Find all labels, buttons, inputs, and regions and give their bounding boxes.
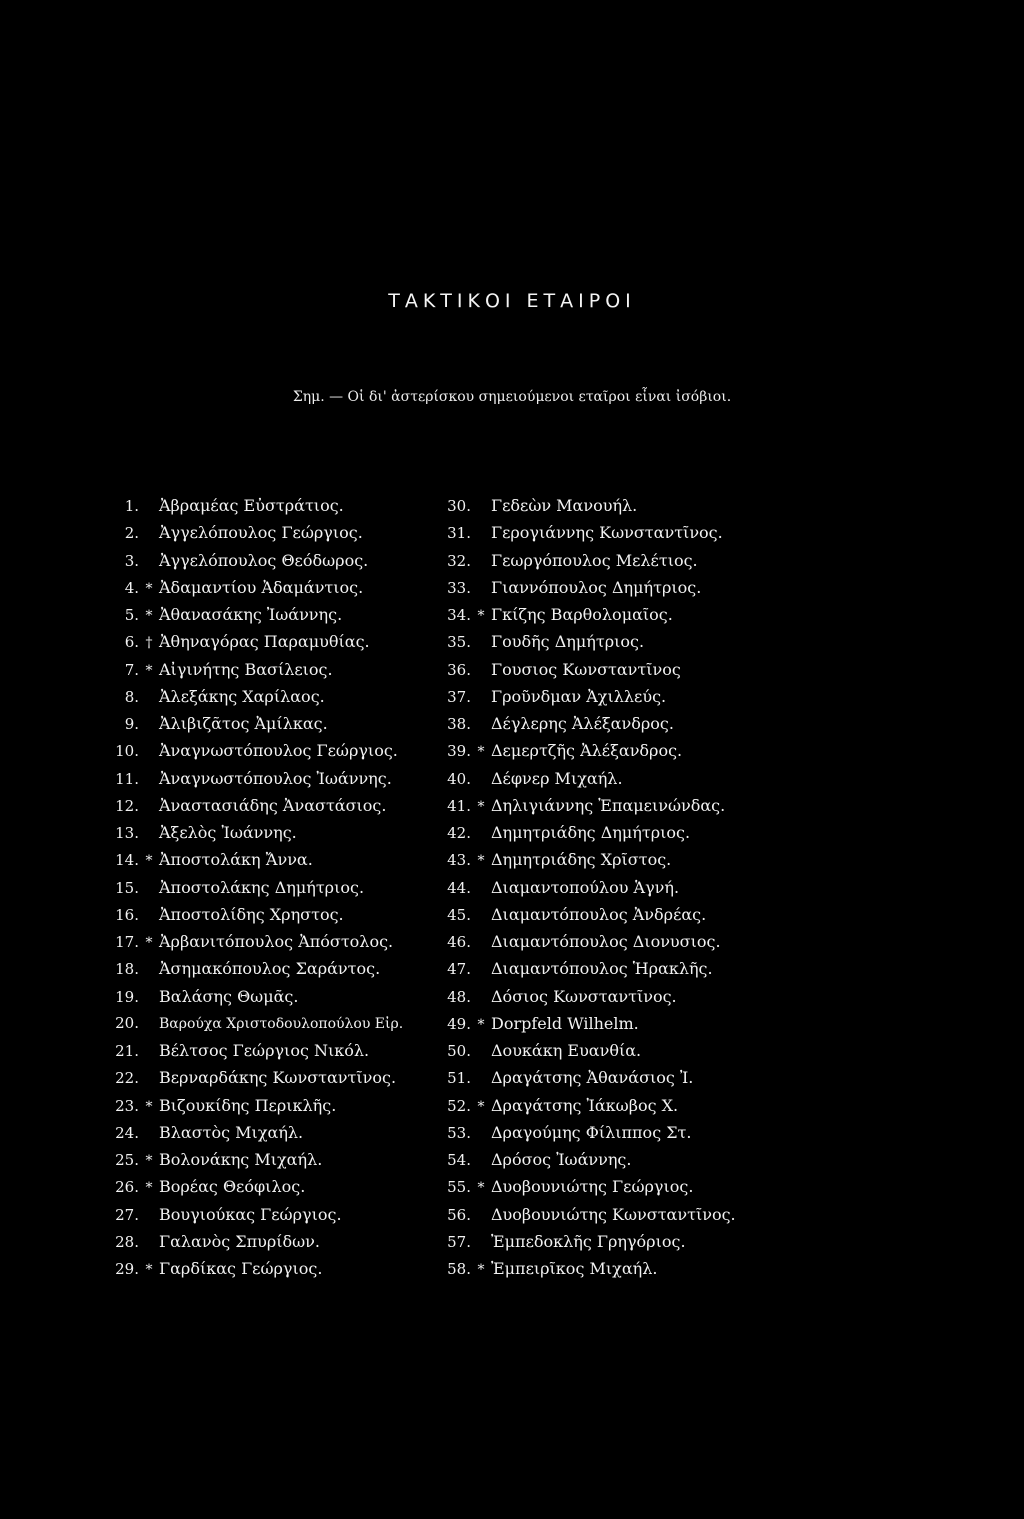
entry-mark: * [477, 744, 485, 761]
member-name: Δραγάτσης Ἀθανάσιος Ἰ. [491, 1068, 694, 1088]
list-item [440, 1010, 840, 1037]
list-item [108, 574, 468, 601]
member-name: Δυοβουνιώτης Κωνσταντῖνος. [491, 1204, 736, 1224]
entry-number: 46. [447, 933, 471, 951]
entry-mark: * [145, 580, 153, 597]
list-item [440, 574, 840, 601]
entry-mark: † [145, 635, 153, 652]
list-item [108, 1010, 468, 1037]
member-name: Γιαννόπουλος Δημήτριος. [491, 577, 702, 597]
entry-mark: * [145, 608, 153, 624]
member-name: Βουγιούκας Γεώργιος. [159, 1204, 342, 1224]
list-item [108, 710, 468, 737]
member-name: Βιζουκίδης Περικλῆς. [159, 1095, 337, 1115]
list-item [440, 874, 840, 901]
entry-number: 17. [115, 933, 139, 951]
entry-number: 43. [447, 851, 471, 870]
member-name: Γεδεὼν Μανουήλ. [491, 496, 638, 515]
member-name: Γουδῆς Δημήτριος. [491, 632, 645, 652]
member-name: Dorpfeld Wilhelm. [491, 1013, 639, 1033]
member-name: Ἀθανασάκης Ἰωάννης. [159, 605, 343, 624]
entry-number: 1. [124, 497, 139, 515]
entry-number: 7. [124, 660, 139, 679]
member-list-left [108, 492, 468, 1282]
list-item [440, 519, 840, 546]
member-name: Δημητριάδης Δημήτριος. [491, 823, 691, 842]
list-item [108, 1092, 468, 1119]
member-name: Δυοβουνιώτης Γεώργιος. [491, 1177, 694, 1197]
list-item [440, 492, 840, 519]
entry-number: 42. [447, 824, 471, 842]
list-item [108, 1173, 468, 1200]
entry-number: 4. [124, 578, 139, 597]
entry-number: 8. [124, 687, 139, 706]
entry-number: 37. [447, 687, 471, 706]
entry-number: 53. [447, 1123, 471, 1142]
list-item [440, 1255, 840, 1282]
entry-mark: * [477, 1262, 485, 1278]
member-name: Γαλανὸς Σπυρίδων. [159, 1231, 320, 1251]
entry-number: 50. [447, 1042, 471, 1060]
entry-number: 41. [447, 796, 471, 815]
member-name: Δόσιος Κωνσταντῖνος. [491, 986, 677, 1006]
member-name: Διαμαντόπουλος Ἀνδρέας. [491, 904, 707, 924]
entry-number: 31. [447, 524, 471, 543]
member-name: Βολονάκης Μιχαήλ. [159, 1150, 323, 1169]
entry-number: 45. [447, 905, 471, 924]
list-item [108, 601, 468, 628]
member-name: Ἀναγνωστόπουλος Γεώργιος. [159, 741, 398, 761]
member-name: Δηλιγιάννης Ἐπαμεινώνδας. [491, 795, 726, 815]
member-name: Ἀποστολάκης Δημήτριος. [159, 877, 365, 897]
list-item [108, 1201, 468, 1228]
member-name: Ἀθηναγόρας Παραμυθίας. [159, 632, 370, 652]
member-name: Δουκάκη Ευανθία. [491, 1041, 642, 1060]
entry-number: 15. [115, 878, 139, 897]
member-name: Δημητριάδης Χρῖστος. [491, 850, 672, 870]
entry-mark: * [145, 1180, 153, 1197]
member-name: Δέφνερ Μιχαήλ. [491, 768, 623, 788]
list-item [108, 1255, 468, 1282]
list-item [440, 955, 840, 982]
entry-number: 57. [447, 1232, 471, 1251]
entry-number: 47. [447, 960, 471, 979]
list-item [440, 765, 840, 792]
entry-number: 35. [447, 633, 471, 652]
member-name: Γουσιος Κωνσταντῖνος [491, 659, 681, 679]
member-name: Βαρούχα Χριστοδουλοπούλου Εἰρ. [159, 1015, 404, 1032]
member-name: Γαρδίκας Γεώργιος. [159, 1259, 323, 1278]
list-item [440, 1064, 840, 1091]
list-item [108, 1119, 468, 1146]
member-name: Δεμερτζῆς Ἀλέξανδρος. [491, 741, 683, 761]
list-item [108, 928, 468, 955]
member-name: Γροῦνδμαν Ἀχιλλεύς. [491, 686, 667, 706]
list-item [108, 983, 468, 1010]
member-name: Διαμαντόπουλος Ἡρακλῆς. [491, 959, 713, 979]
entry-number: 39. [447, 742, 471, 761]
entry-number: 16. [115, 905, 139, 924]
list-item [440, 928, 840, 955]
member-name: Ἀγγελόπουλος Γεώργιος. [159, 523, 363, 543]
entry-mark: * [477, 1180, 485, 1197]
entry-number: 34. [447, 606, 471, 624]
entry-mark: * [145, 1098, 153, 1115]
entry-number: 6. [124, 633, 139, 652]
entry-mark: * [477, 1098, 485, 1115]
list-item [108, 819, 468, 846]
entry-number: 55. [447, 1178, 471, 1197]
entry-mark: * [477, 853, 485, 870]
entry-number: 58. [447, 1260, 471, 1278]
member-name: Δρόσος Ἰωάννης. [491, 1150, 632, 1169]
entry-number: 38. [447, 715, 471, 733]
entry-mark: * [477, 798, 485, 815]
list-item [440, 1119, 840, 1146]
entry-number: 49. [447, 1014, 471, 1033]
entry-number: 36. [447, 660, 471, 679]
member-name: Διαμαντοπούλου Ἁγνή. [491, 877, 680, 897]
member-name: Γεωργόπουλος Μελέτιος. [491, 550, 698, 570]
member-name: Βέλτσος Γεώργιος Νικόλ. [159, 1041, 370, 1060]
entry-number: 51. [447, 1069, 471, 1088]
entry-mark: * [145, 662, 153, 679]
entry-number: 10. [115, 742, 139, 761]
list-item [440, 547, 840, 574]
member-name: Γερογιάννης Κωνσταντῖνος. [491, 523, 723, 543]
member-name: Δέγλερης Ἀλέξανδρος. [491, 714, 674, 733]
page-title: ΤΑΚΤΙΚΟΙ ΕΤΑΙΡΟΙ [388, 290, 636, 312]
entry-number: 9. [124, 715, 139, 733]
entry-number: 12. [115, 796, 139, 815]
entry-number: 22. [115, 1069, 139, 1088]
list-item [108, 846, 468, 873]
member-name: Ἀσημακόπουλος Σαράντος. [159, 959, 381, 979]
list-item [108, 901, 468, 928]
entry-number: 52. [447, 1096, 471, 1115]
list-item [108, 683, 468, 710]
list-item [440, 1228, 840, 1255]
footnote-note: Σημ. — Οἱ δι' ἀστερίσκου σημειούμενοι εταῖροι εἶναι ἰσόβιοι. [292, 389, 732, 405]
entry-mark: * [145, 853, 153, 870]
member-name: Ἀποστολάκη Ἄννα. [159, 850, 313, 870]
entry-mark: * [145, 1262, 153, 1278]
list-item [108, 1037, 468, 1064]
entry-mark: * [145, 1153, 153, 1169]
list-item [108, 955, 468, 982]
member-name: Ἀξελὸς Ἰωάννης. [159, 823, 297, 842]
member-name: Βαλάσης Θωμᾶς. [159, 986, 299, 1006]
list-item [108, 737, 468, 764]
entry-number: 25. [115, 1151, 139, 1169]
member-name: Δραγούμης Φίλιππος Στ. [491, 1122, 692, 1142]
list-item [108, 765, 468, 792]
list-item [108, 547, 468, 574]
list-item [108, 656, 468, 683]
entry-number: 23. [115, 1096, 139, 1115]
entry-number: 11. [115, 769, 139, 788]
list-item [108, 1064, 468, 1091]
member-name: Ἀβραμέας Εὐστράτιος. [159, 496, 344, 515]
entry-number: 44. [447, 878, 471, 897]
entry-number: 14. [115, 851, 139, 870]
entry-mark: * [477, 1016, 485, 1033]
list-item [440, 792, 840, 819]
entry-number: 56. [447, 1205, 471, 1224]
entry-number: 28. [115, 1232, 139, 1251]
entry-number: 24. [115, 1123, 139, 1142]
member-name: Αἰγινήτης Βασίλειος. [159, 659, 333, 679]
entry-number: 13. [115, 824, 139, 842]
member-name: Ἀλιβιζᾶτος Ἀμίλκας. [159, 714, 328, 733]
member-name: Βερναρδάκης Κωνσταντῖνος. [159, 1068, 397, 1088]
entry-number: 40. [447, 769, 471, 788]
list-item [440, 819, 840, 846]
entry-number: 18. [115, 960, 139, 979]
entry-number: 27. [115, 1205, 139, 1224]
member-name: Ἐμπειρῖκος Μιχαήλ. [491, 1259, 658, 1278]
entry-number: 2. [124, 524, 139, 543]
member-name: Ἀποστολίδης Χρηστος. [159, 904, 344, 924]
entry-mark: * [145, 935, 153, 951]
list-item [108, 492, 468, 519]
member-name: Βορέας Θεόφιλος. [159, 1177, 306, 1197]
member-name: Ἐμπεδοκλῆς Γρηγόριος. [491, 1231, 686, 1251]
entry-number: 20. [115, 1013, 139, 1032]
list-item [440, 846, 840, 873]
list-item [108, 519, 468, 546]
member-name: Ἀλεξάκης Χαρίλαος. [159, 686, 325, 706]
list-item [440, 656, 840, 683]
list-item [440, 1092, 840, 1119]
member-name: Ἀναστασιάδης Ἀναστάσιος. [159, 795, 387, 815]
member-name: Ἀδαμαντίου Ἀδαμάντιος. [159, 577, 364, 597]
member-name: Δραγάτσης Ἰάκωβος Χ. [491, 1095, 679, 1115]
list-item [440, 1146, 840, 1173]
entry-number: 3. [124, 551, 139, 570]
member-name: Ἀρβανιτόπουλος Ἀπόστολος. [159, 932, 394, 951]
member-name: Γκίζης Βαρθολομαῖος. [491, 605, 673, 624]
list-item [108, 628, 468, 655]
entry-number: 32. [447, 551, 471, 570]
list-item [440, 710, 840, 737]
member-list-right [440, 492, 840, 1282]
list-item [440, 1201, 840, 1228]
entry-number: 54. [447, 1151, 471, 1169]
list-item [108, 1146, 468, 1173]
entry-number: 19. [115, 987, 139, 1006]
list-item [108, 874, 468, 901]
list-item [440, 1173, 840, 1200]
member-name: Διαμαντόπουλος Διονυσιος. [491, 932, 721, 951]
entry-number: 29. [115, 1260, 139, 1278]
list-item [440, 683, 840, 710]
list-item [440, 901, 840, 928]
list-item [440, 983, 840, 1010]
entry-mark: * [477, 608, 485, 624]
member-name: Ἀγγελόπουλος Θεόδωρος. [159, 550, 369, 570]
list-item [440, 601, 840, 628]
member-name: Βλαστὸς Μιχαήλ. [159, 1122, 304, 1142]
entry-number: 33. [447, 578, 471, 597]
member-name: Ἀναγνωστόπουλος Ἰωάννης. [159, 768, 392, 788]
list-item [440, 737, 840, 764]
list-item [440, 628, 840, 655]
list-item [108, 792, 468, 819]
entry-number: 30. [447, 497, 471, 515]
entry-number: 5. [124, 606, 139, 624]
entry-number: 26. [115, 1178, 139, 1197]
entry-number: 48. [447, 987, 471, 1006]
list-item [108, 1228, 468, 1255]
list-item [440, 1037, 840, 1064]
entry-number: 21. [115, 1042, 139, 1060]
